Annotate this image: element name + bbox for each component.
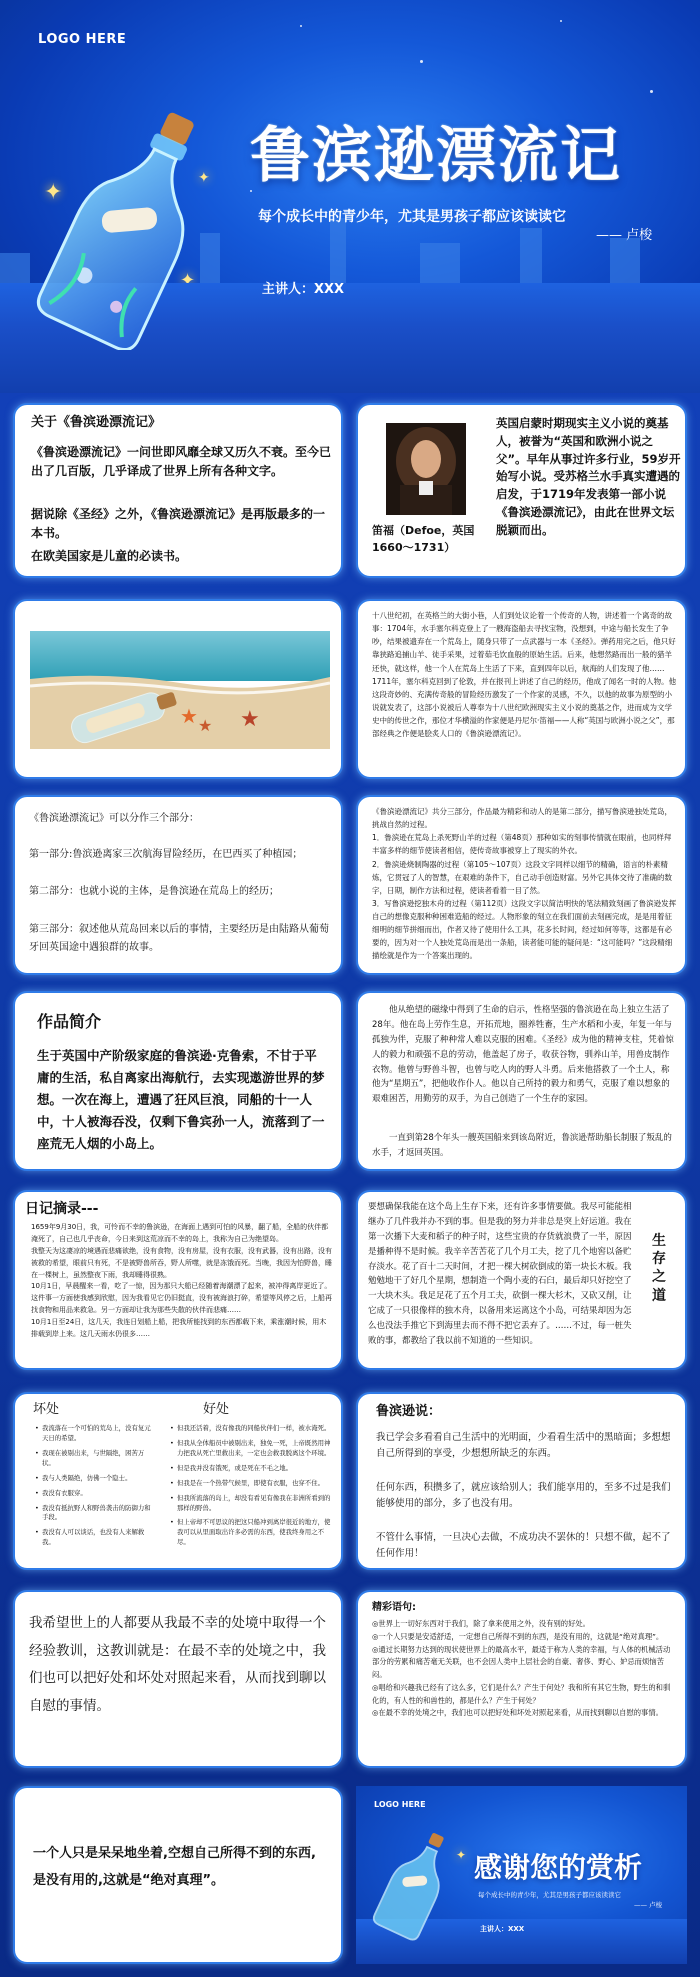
closing-slide xyxy=(356,1786,687,1964)
svg-text:★: ★ xyxy=(198,716,213,735)
good-column-title: 好处 xyxy=(203,1402,230,1417)
closing-subtitle: 每个成长中的青少年，尤其是男孩子都应该读读它 xyxy=(478,1891,621,1899)
svg-text:★: ★ xyxy=(240,707,260,732)
bullet-icon: • xyxy=(35,1448,39,1457)
diary-heading: 日记摘录--- xyxy=(25,1201,99,1217)
synopsis-heading: 作品简介 xyxy=(37,1012,102,1031)
good-item xyxy=(170,1518,335,1548)
author-portrait-image xyxy=(386,423,466,515)
list-item-text: 我没有抵抗野人和野兽袭击的防御力和手段。 xyxy=(42,1503,151,1522)
author-bio: 英国启蒙时期现实主义小说的奠基人，被誉为“英国和欧洲小说之父”。早年从事过许多行业，59岁开始写小说。受苏格兰水手真实遭遇的启发，于1719年发表第一部小说《鲁滨逊漂流记》，由此在世界文坛脱颖而出。 xyxy=(496,416,681,537)
bullet-icon: • xyxy=(170,1424,174,1432)
truth-text: 一个人只是呆呆地坐着,空想自己所得不到的东西,是没有用的,这就是“绝对真理”。 xyxy=(33,1846,316,1889)
bottle-illustration xyxy=(30,100,230,350)
svg-text:★: ★ xyxy=(180,704,198,728)
list-item-text: 但上帝却不可思议的把这只船冲到离岸很近的地方，使我可以从里面取出许多必需的东西，使我终身用之不尽。 xyxy=(177,1518,331,1547)
title-slide xyxy=(0,0,700,393)
robinson-quote-3: 不管什么事情，一旦决心去做，不成功决不罢休的！只想不做，起不了任何作用！ xyxy=(376,1532,671,1560)
bad-item xyxy=(35,1449,155,1469)
quotes-heading: 精彩语句: xyxy=(372,1602,416,1613)
structure-intro: 《鲁滨逊漂流记》可以分作三个部分： xyxy=(29,813,199,824)
star-icon: ✦ xyxy=(44,180,63,205)
list-item-text: 但我还活着，没有像我的同船伙伴们一样，被水淹死。 xyxy=(177,1424,331,1432)
about-paragraph-2: 据说除《圣经》之外，《鲁滨逊漂流记》是再版最多的一本书。 xyxy=(31,507,326,540)
closing-title: 感谢您的赏析 xyxy=(474,1851,643,1884)
star-icon: ✦ xyxy=(198,170,210,186)
star-dot xyxy=(650,90,653,93)
bullet-icon: • xyxy=(35,1424,39,1432)
bullet-icon: • xyxy=(35,1503,39,1512)
bad-item xyxy=(35,1424,155,1444)
list-item-text: 但是我并没有饿死，或是死在不毛之地。 xyxy=(177,1463,293,1472)
bad-item xyxy=(35,1474,155,1484)
bullet-icon: • xyxy=(35,1528,39,1537)
quote-author: —— 卢梭 xyxy=(596,228,653,243)
structure-part-2: 第二部分：也就小说的主体，是鲁滨逊在荒岛上的经历； xyxy=(29,886,279,897)
structure-card xyxy=(13,795,343,975)
closing-logo: LOGO HERE xyxy=(374,1800,426,1809)
bad-item xyxy=(35,1528,155,1548)
good-item xyxy=(170,1464,335,1474)
lesson-text: 我希望世上的人都要从我最不幸的处境中取得一个经验教训，这教训就是：在最不幸的处境之中，我们也可以把好处和坏处对照起来看，从而找到聊以自慰的事情。 xyxy=(29,1615,326,1715)
pros-cons-card xyxy=(13,1392,343,1570)
bottle-on-beach-image xyxy=(30,631,330,749)
island-life-paragraph-2: 一直到第28个年头一艘英国船来到该岛附近，鲁滨逊帮助船长制服了叛乱的水手，才返回英国。 xyxy=(372,1133,672,1158)
bullet-icon: • xyxy=(35,1473,39,1482)
bullet-icon: • xyxy=(35,1488,39,1497)
bullet-icon: • xyxy=(170,1438,174,1447)
closing-author: —— 卢梭 xyxy=(634,1901,663,1909)
good-item xyxy=(170,1494,335,1514)
list-item-text: 但我所流落的岛上，却没有看见有像我在非洲所看到的那样的野兽。 xyxy=(177,1493,331,1512)
beach-image-card xyxy=(13,599,343,779)
good-item xyxy=(170,1439,335,1459)
robinson-quote-1: 我已学会多看看自己生活中的光明面，少看看生活中的黑暗面；多想想自己所得到的享受，少想想所缺乏的东西。 xyxy=(376,1432,671,1460)
star-dot xyxy=(300,25,302,27)
about-book-card xyxy=(13,403,343,578)
robinson-says-card xyxy=(356,1392,687,1570)
background-story-text: 十八世纪初，在英格兰的大街小巷，人们到处议论着一个传奇的人物，讲述着一个离奇的故事：1704年，水手塞尔科克登上了一艘海盗船去寻找宝物，没想到，中途与船长发生了争吵，结果被遗弃在一个荒岛上，随身只带了一点武器与一本《圣经》。弹药用完之后，他只好靠狭路追捕山羊、徒手采果，过着茹毛饮血般的原始生活。后来，他想然路而出一般的猎羊还快，就这样，他一个人在荒岛上生活了下来，直到四年以后，航海的人们发现了他…… 1711年，塞尔科克回到了伦敦，并在报刊上讲述了自己的经历，他成了闻名一时的人物。他这段奇妙的、充满传奇般的冒险经历激发了一个作家的灵感，不久，以他的故事为原型的小说就发表了，这部小说被后人尊奉为十八世纪欧洲现实主义小说的奠基之作，进而成为文学史中的传世之作，那位才华横溢的作家便是丹尼尔·笛福——人称“英国与欧洲小说之父”，那部经典之作便是脍炙人口的《鲁滨逊漂流记》。 xyxy=(372,611,677,739)
bullet-icon: • xyxy=(170,1493,174,1502)
logo-text: LOGO HERE xyxy=(38,32,127,47)
background-story-card xyxy=(356,599,687,779)
presentation-title: 鲁滨逊漂流记 xyxy=(250,121,622,191)
highlights-card xyxy=(356,795,687,975)
good-item xyxy=(170,1479,335,1489)
survival-card xyxy=(356,1190,687,1370)
diary-text: 1659年9月30日，我，可怜而不幸的鲁滨逊，在海面上遇到可怕的风暴，翻了船，全船的伙伴都淹死了，自己也几乎丧命，今日来到这荒凉而不幸的岛上，我称为自己为绝望岛。 我整天为这凄凉的境遇而悲痛欲绝，没有食物，没有房屋，没有衣服，没有武器，没有出路，没有被救的希望，眼前只有死，不是被野兽所吞，野人所噬，就是冻饿而死。当晚，我因为怕野兽，睡在一棵树上，虽然整夜下雨，我却睡得很熟。 10月1日，早晨醒来一看，吃了一惊，因为那只大船已经随着海潮漂了起来，被冲得离岸更近了。这件事一方面使我感到欣慰，因为我看见它仍旧挺直，没有被海浪打碎，希望等风停之后，上船再找食物和用品来救急。另一方面却让我为那些失散的伙伴而悲痛…… 10月1日至24日，这几天，我连日划船上船，把我所能找到的东西都载下来，乘涨潮时候，用木排载到岸上来。这几天雨水仍很多…… xyxy=(31,1223,332,1339)
lesson-card xyxy=(13,1590,343,1768)
closing-speaker: 主讲人：XXX xyxy=(480,1925,525,1933)
structure-part-3: 第三部分：叙述他从荒岛回来以后的事情，主要经历是由陆路从葡萄牙回英国途中遇狼群的故事。 xyxy=(29,924,329,953)
about-paragraph-1: 《鲁滨逊漂流记》一问世即风靡全球又历久不衰。至今已出了几百版，几乎译成了世界上所有各种文字。 xyxy=(31,445,332,478)
star-dot xyxy=(420,60,423,63)
bad-list xyxy=(35,1424,155,1553)
star-dot xyxy=(560,20,562,22)
list-item-text: 我没有衣服穿。 xyxy=(42,1488,87,1497)
survival-text: 要想确保我能在这个岛上生存下来，还有许多事情要做。我尽可能能相继办了几件我并办不到的事。但是我的努力并非总是突上好运道。我在第一次播下大麦和稻子的种子时，这些宝贵的存货就浪费了一半，原因是播种得不是时候。我辛辛苦苦花了几个月工夫，挖了几个地窖以备贮存淡水。花了百十二天时间，才把一棵大树砍倒成的第一块长木板。我勉勉地干了好几个星期，想制造一个陶小麦的石臼，最后却只好挖空了一大块木头。我足足花了五个月工夫，砍倒一棵大杉木，又砍又削，让它成了一只很像样的独木舟，以备用来运离这个小岛，可结果却因为怎么也没法手推它下到海里去而不得不把它丢弃了。……不过，每一桩失败的事，都教给了我以前不知道的一些知识。 xyxy=(368,1202,632,1346)
island-life-paragraph-1: 他从绝望的磁缘中得到了生命的启示，性格坚强的鲁滨逊在岛上独立生活了28年。他在岛上劳作生息，开拓荒地，圈养牲畜，生产水稻和小麦，年复一年与孤独为伴，克服了种种常人难以克服的困难。《圣经》成为他的精神支柱，凭着惊人的毅力和顽强不息的劳动，他盖起了房子，收获谷物，驯养山羊，用兽皮制作衣物。他曾与野兽斗智，也曾与吃人肉的野人斗勇。后来他搭救了一个土人，称他为“星期五”，把他收作仆人。他以自己所持的毅力和勇气，克服了难以想象的艰难困苦，用勤劳的双手，为自己创造了一个生存的家园。 xyxy=(372,1005,674,1105)
diary-card xyxy=(13,1190,343,1370)
list-item-text: 我没有人可以谈话，也没有人来解救我。 xyxy=(42,1528,145,1547)
list-item-text: 但我是在一个热带气候里，即使有衣服，也穿不住。 xyxy=(177,1478,324,1487)
bullet-icon: • xyxy=(170,1478,174,1487)
portrait-caption: 笛福（Defoe，英国1660～1731） xyxy=(372,524,475,554)
robinson-says-heading: 鲁滨逊说： xyxy=(376,1404,442,1419)
quotes-card xyxy=(356,1590,687,1768)
speaker-label: 主讲人：XXX xyxy=(262,282,345,297)
highlights-text: 《鲁滨逊漂流记》共分三部分，作品最为精彩和动人的是第二部分，描写鲁滨逊独处荒岛，挑战自然的过程。 1．鲁滨逊在荒岛上杀死野山羊的过程（第48页）那种如实的刻事传情就在眼前，也同样拜丰富多样的细节使读者相信，使传奇故事被穿上了现实的外衣。 2．鲁滨逊烧制陶器的过程（第105～107页）这段文字同样以细节的精确，语言的朴素精炼，它贯冠了人的智慧，在艰难的条件下，自己动手创造财富。另外它具体交待了准确的数字，日期，制作方法和过程，使读者看着一目了然。 3．写鲁滨逊挖独木舟的过程（第112页）这段文字以简洁明快的笔法精致刻画了鲁滨逊发挥自己的想像克服种种困难造船的经过。人物形象的刻立在我们面前去刻画完成，是是用着征细明的细节拼细而出，作者又待了使用什么工具，花多长时间，经过如何等等，这都是有必要的，因为对一个人独处荒岛而是出一条船，读者能可能的疑问是：“这可能吗？”这段精细描绘就是作为一个答案出现的。 xyxy=(372,807,677,961)
presentation-subtitle: 每个成长中的青少年，尤其是男孩子都应该读读它 xyxy=(258,209,566,225)
synopsis-text: 生于英国中产阶级家庭的鲁滨逊·克鲁索，不甘于平庸的生活，私自离家出海航行，去实现遨游世界的梦想。一次在海上，遭遇了狂风巨浪，同船的十一人中，十人被海吞没，仅剩下鲁宾孙一人，流落到了一座荒无人烟的小岛上。 xyxy=(37,1048,325,1151)
card-heading: 关于《鲁滨逊漂流记》 xyxy=(31,415,162,430)
bad-item xyxy=(35,1504,155,1524)
list-item-text: 我流落在一个可怕的荒岛上，没有复元天日的希望。 xyxy=(42,1424,151,1442)
survival-side-label: 生存之道 xyxy=(652,1233,666,1304)
synopsis-card xyxy=(13,991,343,1171)
structure-part-1: 第一部分:鲁滨逊离家三次航海冒险经历，在巴西买了种植园； xyxy=(29,849,303,860)
good-item xyxy=(170,1424,335,1434)
list-item-text: 我与人类隔绝，仿佛一个隐士。 xyxy=(42,1473,132,1482)
closing-bottle-illustration xyxy=(370,1826,460,1941)
bullet-icon: • xyxy=(170,1463,174,1472)
about-paragraph-3: 在欧美国家是儿童的必读书。 xyxy=(31,549,188,563)
author-card xyxy=(356,403,687,578)
good-list xyxy=(170,1424,335,1553)
truth-card xyxy=(13,1786,343,1964)
star-icon: ✦ xyxy=(456,1848,467,1862)
robinson-quote-2: 任何东西，积攒多了，就应该给别人；我们能享用的，至多不过是我们能够使用的部分，多了也没有用。 xyxy=(376,1482,671,1510)
bad-column-title: 坏处 xyxy=(33,1402,60,1417)
list-item-text: 我现在被剔出来，与世隔绝，困苦万状。 xyxy=(42,1448,145,1467)
bullet-icon: • xyxy=(170,1518,174,1527)
bad-item xyxy=(35,1489,155,1499)
island-life-card xyxy=(356,991,687,1171)
list-item-text: 但我从全体船员中被剔出来，独免一死，上帝既然用神力把我从死亡里救出来，一定也会救我脱离这个环境。 xyxy=(177,1438,331,1457)
quotes-text: ◎世界上一切好东西对于我们，除了拿来使用之外，没有别的好处。 ◎一个人只要是安适舒适，一定想自己所得不到的东西，是没有用的，这就是“绝对真理”。 ◎通过长期努力达到的现状使世界上的最高水平，最适于称为人类的幸福，与人体的机械活动部分的劳累和痛苦毫无关联，也不会因人类中上层社会的自豪、奢侈、野心、妒忌而烦恼苦闷。 ◎唱给和兴趣我已经有了这么多，它们是什么？产生于何处？我和所有其它生物，野生的和驯化的，有人性的和兽性的，都是什么？产生于何处？ ◎在最不幸的处境之中，我们也可以把好处和坏处对照起来看，从而找到聊以自慰的事情。 xyxy=(372,1619,671,1718)
